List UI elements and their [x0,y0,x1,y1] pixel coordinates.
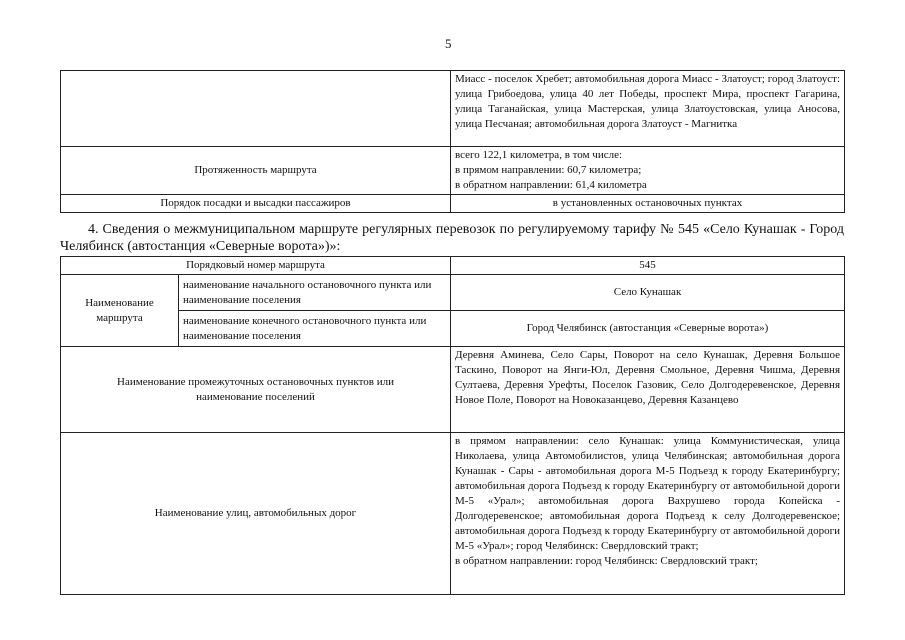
route-start-value: Село Кунашак [451,275,845,311]
table-row [61,433,845,595]
boarding-order-value: в установленных остановочных пунктах [451,195,845,213]
streets-reverse: в обратном направлении: город Челябинск: Свердловский тракт; [455,555,758,567]
route-length-reverse: в обратном направлении: 61,4 километра [455,179,647,191]
boarding-order-label: Порядок посадки и высадки пассажиров [61,195,451,213]
section-heading [60,221,844,255]
streets-value [451,433,845,595]
section-heading-text: 4. Сведения о межмуниципальном маршруте регулярных перевозок по регулируемому тарифу № 545 «Село Кунашак - Город Челябинск (автостанция «Северные ворота»)»: [60,222,844,254]
route-start-label: наименование начального остановочного пункта или наименование поселения [179,275,451,311]
route-length-value [451,147,845,195]
table-row [61,71,845,147]
table-row [61,311,845,347]
route-length-forward: в прямом направлении: 60,7 километра; [455,164,642,176]
streets-forward: в прямом направлении: село Кунашак: улица Коммунистическая, улица Николаева, улица Автомобилистов, улица Челябинская; автомобильная дорога Кунашак - Сары - автомобильная дорога М-5 Подъезд к городу Екатеринбургу; автомобильная дорога Подъезд к городу Екатеринбургу от автомобильной дороги М-5 «Урал»; автомобильная дорога Вахрушево города Копейска - Долгодеревенское; автомобильная дорога Подъезд к селу Долгодеревенское; автомобильная дорога Подъезд к городу Екатеринбургу от автомобильной дороги М-5 «Урал»; город Челябинск: Свердловский тракт; [455,435,841,552]
route-545-table [60,256,845,595]
table-row [61,347,845,433]
route-name-label: Наименование маршрута [61,275,179,347]
table-row [61,257,845,275]
intermediate-stops-value: Деревня Аминева, Село Сары, Поворот на село Кунашак, Деревня Большое Таскино, Поворот на Янги-Юл, Деревня Смольное, Деревня Чишма, Деревня Султаева, Деревня Урефты, Поселок Газовик, Село Долгодеревенское, Деревня Новое Поле, Поворот на Новоказанцево, Деревня Казанцево [451,347,845,433]
route-number-label: Порядковый номер маршрута [61,257,451,275]
route-length-label: Протяженность маршрута [61,147,451,195]
table-cell-label [61,71,451,147]
route-number-value: 545 [451,257,845,275]
table-row [61,147,845,195]
route-streets-continued: Миасс - поселок Хребет; автомобильная дорога Миасс - Златоуст; город Златоуст: улица Грибоедова, улица 40 лет Победы, проспект Мира, проспект Гагарина, улица Таганайская, улица Мастерская, улица Златоустовская, улица Аносова, улица Песчаная; автомобильная дорога Златоуст - Магнитка [451,71,845,147]
streets-label: Наименование улиц, автомобильных дорог [61,433,451,595]
table-row [61,275,845,311]
table-row [61,195,845,213]
page-number: 5 [445,36,452,51]
route-end-label: наименование конечного остановочного пункта или наименование поселения [179,311,451,347]
route-details-table [60,70,845,213]
route-end-value: Город Челябинск (автостанция «Северные ворота») [451,311,845,347]
intermediate-stops-label: Наименование промежуточных остановочных пунктов или наименование поселений [61,347,451,433]
route-length-total: всего 122,1 километра, в том числе: [455,149,623,161]
